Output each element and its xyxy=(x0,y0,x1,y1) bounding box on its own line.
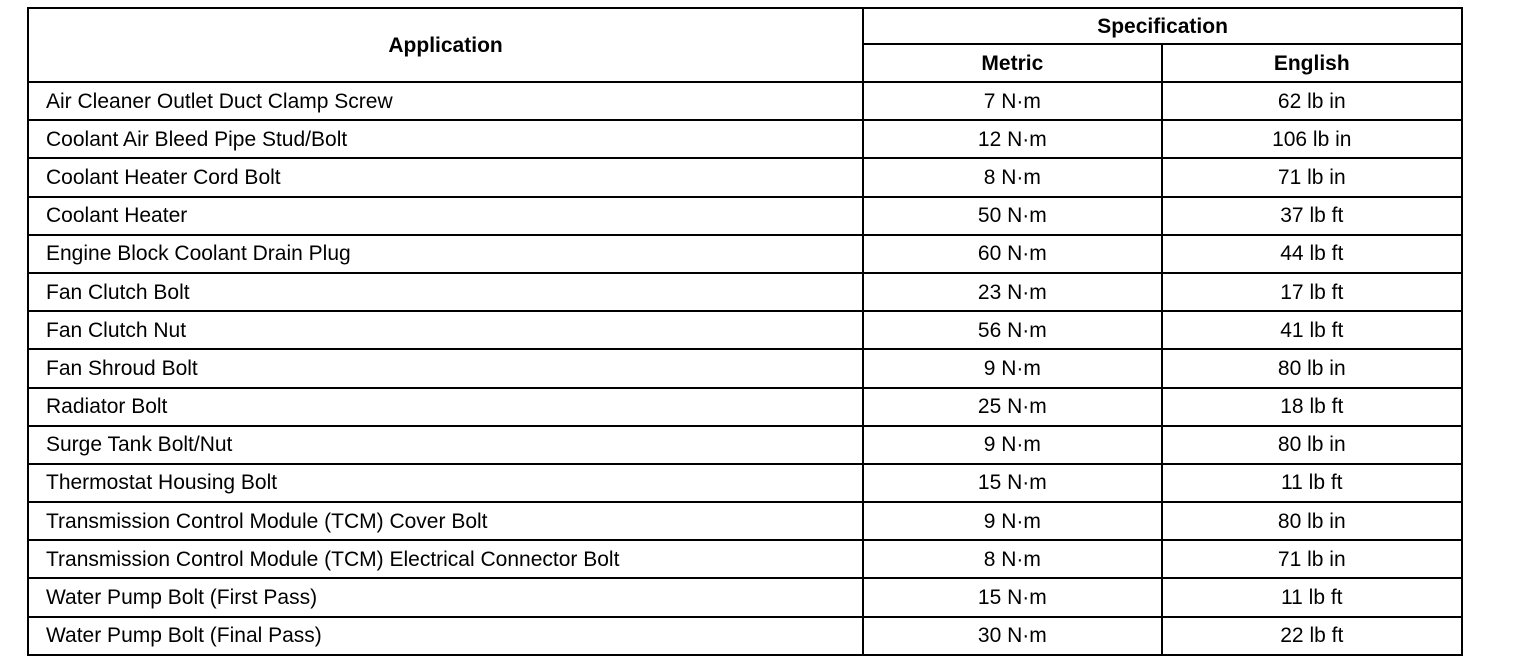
english-cell: 80 lb in xyxy=(1162,426,1462,464)
application-cell: Radiator Bolt xyxy=(28,388,863,426)
metric-cell: 30 N·m xyxy=(863,617,1161,655)
application-cell: Surge Tank Bolt/Nut xyxy=(28,426,863,464)
metric-cell: 50 N·m xyxy=(863,197,1161,235)
metric-cell: 8 N·m xyxy=(863,540,1161,578)
application-cell: Transmission Control Module (TCM) Cover Bolt xyxy=(28,502,863,540)
fastener-specification-table xyxy=(27,7,1463,656)
english-column-header: English xyxy=(1162,44,1462,82)
english-cell: 41 lb ft xyxy=(1162,311,1462,349)
english-cell: 62 lb in xyxy=(1162,82,1462,120)
metric-cell: 9 N·m xyxy=(863,349,1161,387)
application-cell: Transmission Control Module (TCM) Electrical Connector Bolt xyxy=(28,540,863,578)
metric-cell: 60 N·m xyxy=(863,235,1161,273)
english-cell: 71 lb in xyxy=(1162,540,1462,578)
table-body xyxy=(28,82,1462,655)
metric-cell: 12 N·m xyxy=(863,120,1161,158)
english-cell: 18 lb ft xyxy=(1162,388,1462,426)
application-cell: Fan Clutch Bolt xyxy=(28,273,863,311)
application-cell: Coolant Heater xyxy=(28,197,863,235)
table-row xyxy=(28,273,1462,311)
metric-cell: 8 N·m xyxy=(863,158,1161,196)
table-row xyxy=(28,464,1462,502)
metric-cell: 15 N·m xyxy=(863,578,1161,616)
metric-cell: 25 N·m xyxy=(863,388,1161,426)
table-row xyxy=(28,578,1462,616)
table-row xyxy=(28,388,1462,426)
english-cell: 106 lb in xyxy=(1162,120,1462,158)
application-cell: Thermostat Housing Bolt xyxy=(28,464,863,502)
application-cell: Fan Shroud Bolt xyxy=(28,349,863,387)
metric-cell: 23 N·m xyxy=(863,273,1161,311)
english-cell: 11 lb ft xyxy=(1162,578,1462,616)
metric-cell: 7 N·m xyxy=(863,82,1161,120)
header-row-top xyxy=(28,8,1462,44)
table-row xyxy=(28,311,1462,349)
table-row xyxy=(28,120,1462,158)
english-cell: 22 lb ft xyxy=(1162,617,1462,655)
table-header xyxy=(28,8,1462,82)
english-cell: 80 lb in xyxy=(1162,349,1462,387)
metric-cell: 9 N·m xyxy=(863,426,1161,464)
application-cell: Water Pump Bolt (Final Pass) xyxy=(28,617,863,655)
application-cell: Coolant Air Bleed Pipe Stud/Bolt xyxy=(28,120,863,158)
table-row xyxy=(28,158,1462,196)
english-cell: 44 lb ft xyxy=(1162,235,1462,273)
metric-column-header: Metric xyxy=(863,44,1161,82)
english-cell: 80 lb in xyxy=(1162,502,1462,540)
table-row xyxy=(28,197,1462,235)
table-row xyxy=(28,349,1462,387)
metric-cell: 15 N·m xyxy=(863,464,1161,502)
english-cell: 37 lb ft xyxy=(1162,197,1462,235)
english-cell: 71 lb in xyxy=(1162,158,1462,196)
metric-cell: 56 N·m xyxy=(863,311,1161,349)
english-cell: 11 lb ft xyxy=(1162,464,1462,502)
table-row xyxy=(28,82,1462,120)
application-cell: Coolant Heater Cord Bolt xyxy=(28,158,863,196)
table-row xyxy=(28,502,1462,540)
table-row xyxy=(28,235,1462,273)
english-cell: 17 lb ft xyxy=(1162,273,1462,311)
specification-column-header: Specification xyxy=(863,8,1462,44)
application-cell: Air Cleaner Outlet Duct Clamp Screw xyxy=(28,82,863,120)
table-row xyxy=(28,617,1462,655)
application-cell: Engine Block Coolant Drain Plug xyxy=(28,235,863,273)
metric-cell: 9 N·m xyxy=(863,502,1161,540)
application-column-header: Application xyxy=(28,8,863,82)
table-row xyxy=(28,540,1462,578)
table-row xyxy=(28,426,1462,464)
application-cell: Water Pump Bolt (First Pass) xyxy=(28,578,863,616)
application-cell: Fan Clutch Nut xyxy=(28,311,863,349)
